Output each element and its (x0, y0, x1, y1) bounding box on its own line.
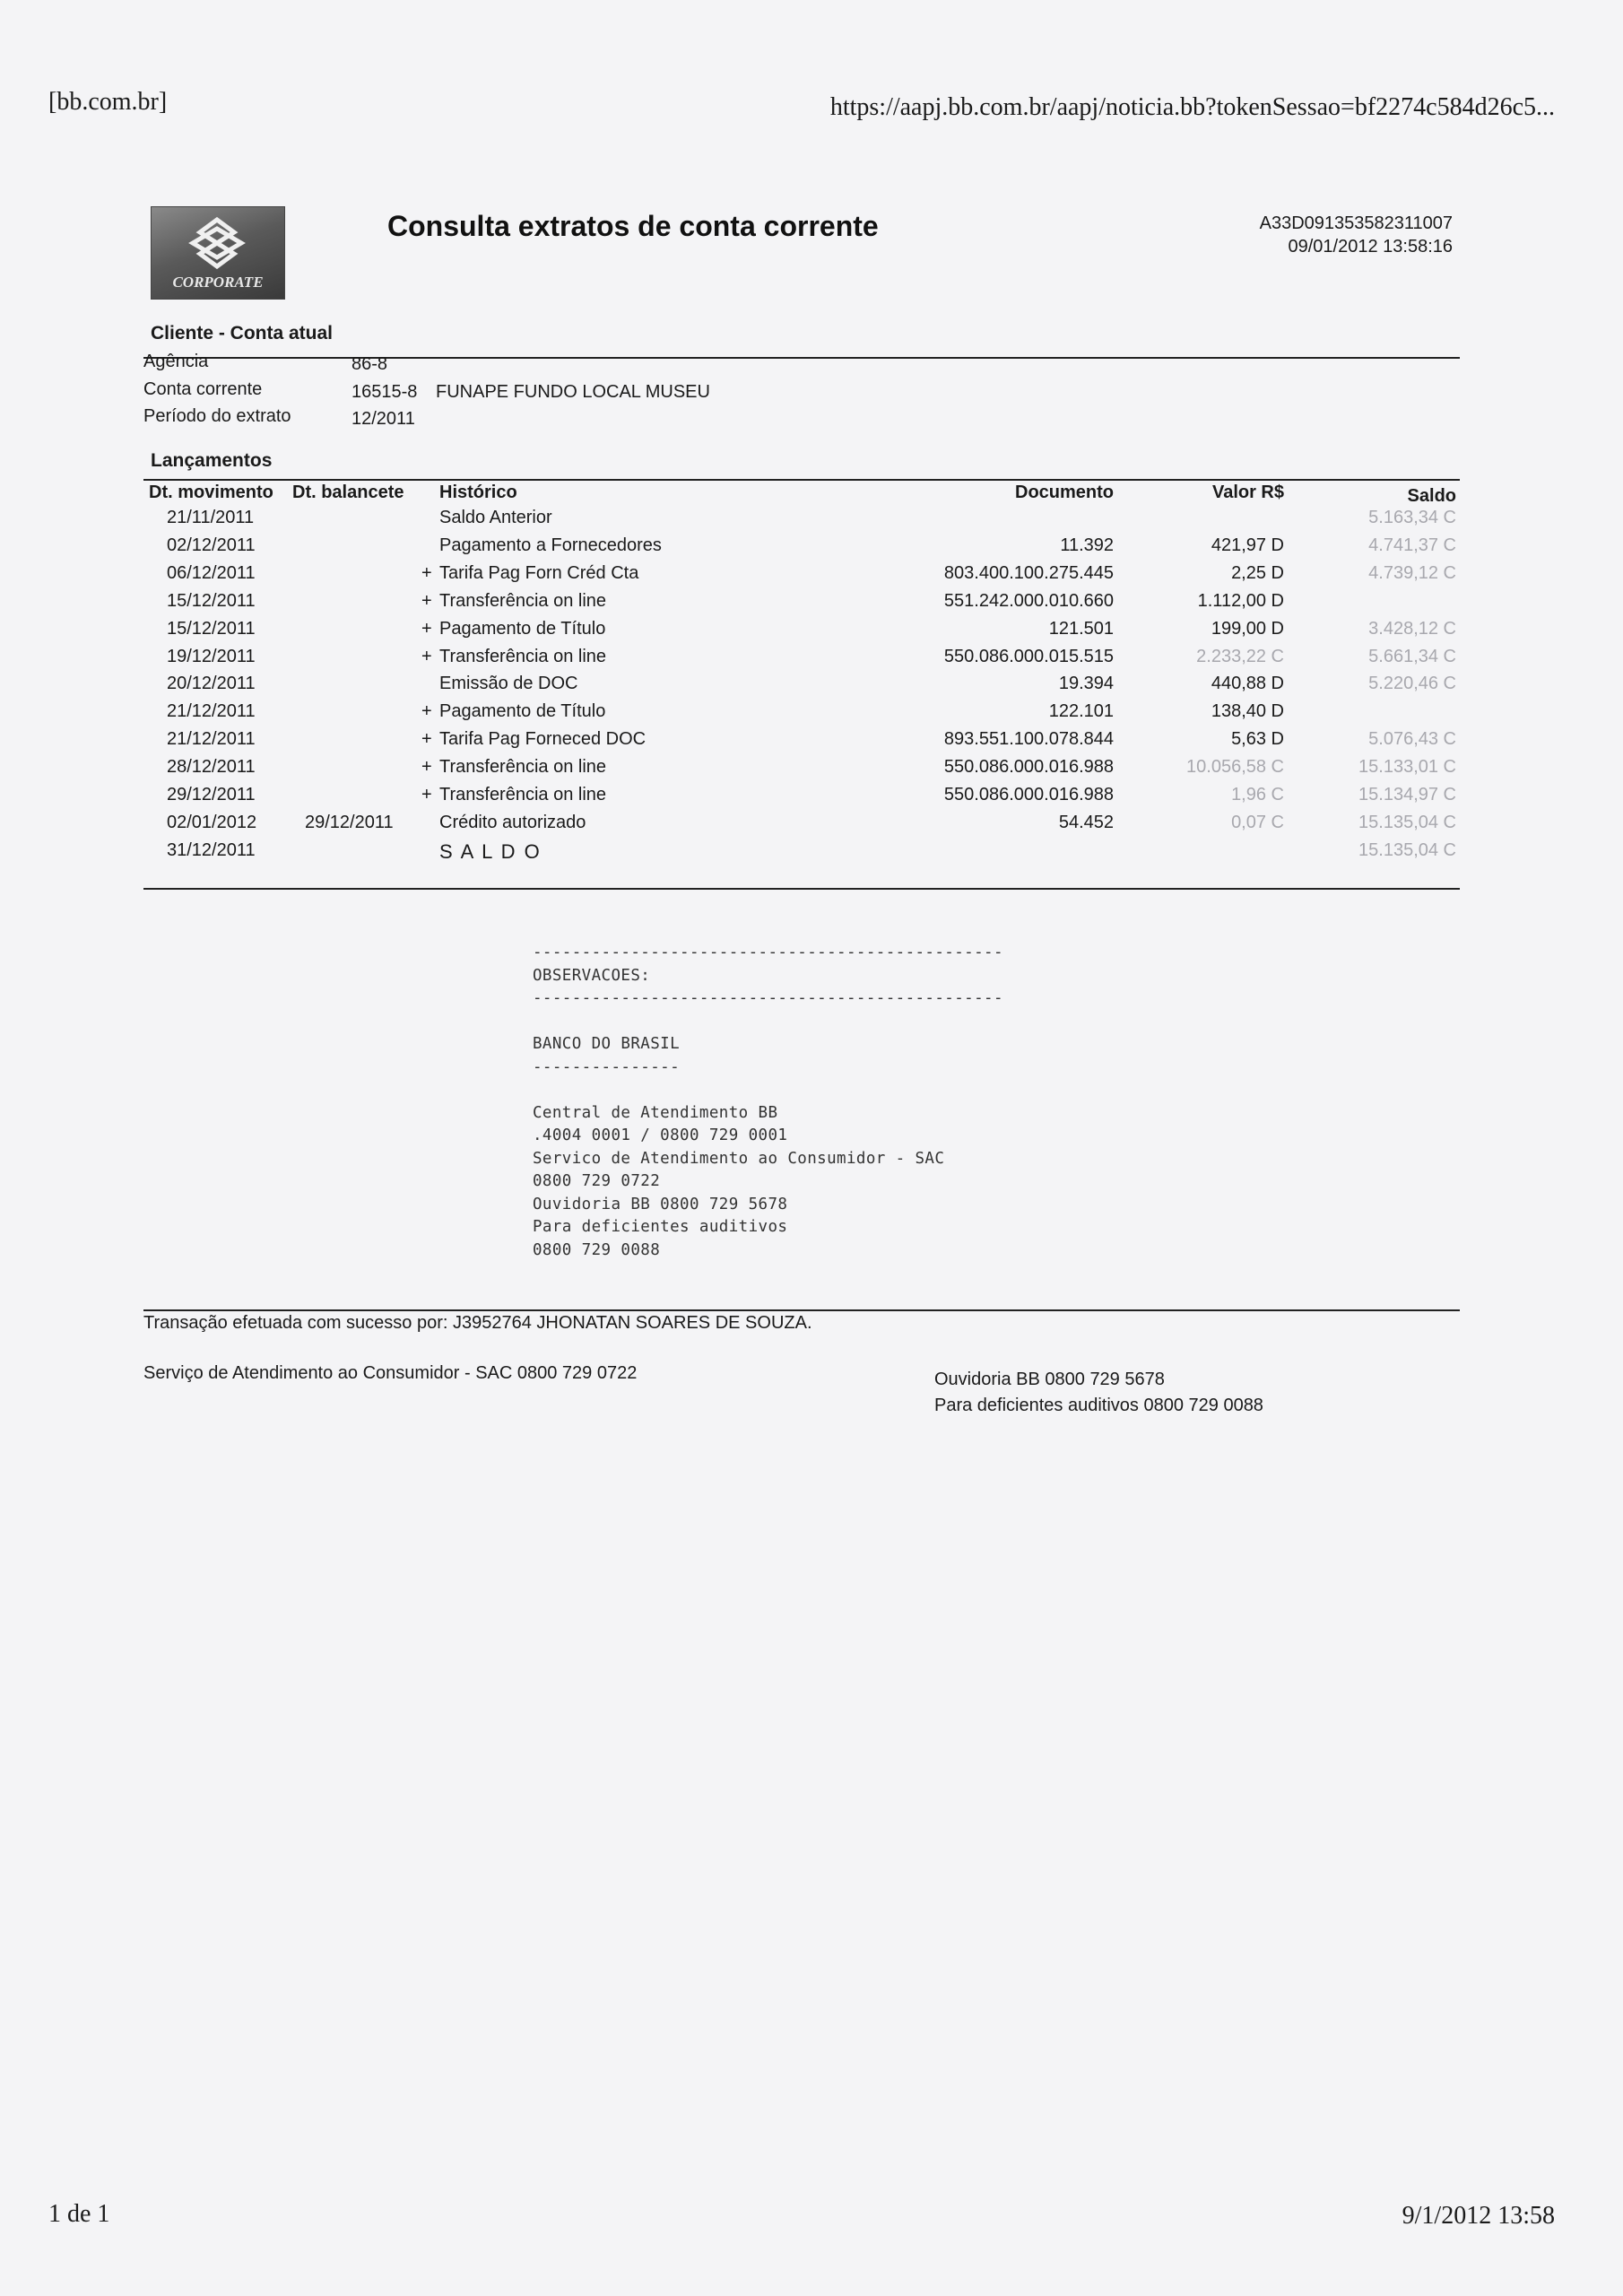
cell-documento: 803.400.100.275.445 (943, 562, 1114, 583)
cell-historico: Tarifa Pag Forn Créd Cta (439, 562, 639, 583)
periodo-value: 12/2011 (352, 409, 415, 429)
cell-sign: + (421, 757, 432, 778)
footer-divider (143, 1309, 1460, 1311)
observacoes-line (533, 1079, 1003, 1102)
conta-value: 16515-8 (352, 382, 418, 402)
conta-label: Conta corrente (143, 379, 263, 399)
col-header-dt-movimento: Dt. movimento (149, 483, 273, 502)
cell-saldo: 15.135,04 C (1358, 812, 1456, 832)
table-row (0, 535, 1623, 563)
cell-dt-movimento: 15/12/2011 (167, 590, 256, 611)
cell-historico: Tarifa Pag Forneced DOC (439, 729, 647, 750)
cell-historico: Transferência on line (439, 590, 607, 611)
cell-dt-movimento: 31/12/2011 (167, 839, 256, 860)
table-row (0, 757, 1623, 785)
col-header-documento: Documento (1015, 483, 1114, 502)
cell-valor: 199,00 D (1211, 618, 1284, 639)
observacoes-block (533, 942, 1003, 1262)
bank-logo (151, 206, 285, 300)
cell-saldo: 3.428,12 C (1368, 618, 1456, 639)
cell-valor: 2,25 D (1231, 562, 1284, 583)
lancamentos-divider (143, 479, 1460, 481)
cell-saldo: 15.135,04 C (1358, 839, 1456, 860)
cell-dt-movimento: 20/12/2011 (167, 674, 256, 694)
observacoes-line: ------------------------------------------------ (533, 944, 1003, 961)
cell-sign: + (421, 646, 432, 666)
cell-dt-movimento: 21/12/2011 (167, 701, 256, 722)
cell-documento: 550.086.000.015.515 (943, 646, 1114, 666)
observacoes-line: ------------------------------------------------ (533, 989, 1003, 1007)
cell-documento: 550.086.000.016.988 (943, 757, 1114, 778)
agencia-value: 86-8 (352, 354, 388, 374)
cell-valor: 138,40 D (1211, 701, 1284, 722)
ouvidoria-contact (934, 1367, 1263, 1419)
cell-historico: Transferência on line (439, 757, 607, 778)
site-label: [bb.com.br] (48, 88, 168, 116)
observacoes-line: 0800 729 0722 (533, 1172, 661, 1190)
cell-saldo: 5.163,34 C (1368, 508, 1456, 527)
cell-saldo: 15.133,01 C (1358, 757, 1456, 778)
cell-valor: 5,63 D (1231, 729, 1284, 750)
table-row (0, 674, 1623, 701)
cell-historico: Transferência on line (439, 646, 607, 666)
observacoes-line: OBSERVACOES: (533, 966, 651, 985)
cell-saldo: 5.076,43 C (1368, 729, 1456, 750)
statement-datetime: 09/01/2012 13:58:16 (1288, 237, 1453, 257)
conta-name: FUNAPE FUNDO LOCAL MUSEU (436, 382, 710, 402)
cell-dt-movimento: 02/12/2011 (167, 535, 256, 555)
cell-dt-movimento: 02/01/2012 (167, 812, 257, 832)
cell-dt-movimento: 21/11/2011 (167, 508, 255, 527)
page-count: 1 de 1 (48, 2200, 110, 2228)
cell-sign: + (421, 618, 432, 639)
statement-reference (1260, 212, 1453, 258)
cell-valor: 0,07 C (1231, 812, 1284, 832)
table-row (0, 840, 1623, 868)
cell-dt-balancete: 29/12/2011 (305, 812, 394, 832)
cell-valor: 10.056,58 C (1186, 757, 1284, 778)
cell-dt-movimento: 06/12/2011 (167, 562, 256, 583)
observacoes-line (533, 1011, 1003, 1034)
cell-dt-movimento: 19/12/2011 (167, 646, 256, 666)
cell-saldo: 4.741,37 C (1368, 535, 1456, 555)
table-row (0, 701, 1623, 729)
cell-saldo: 5.220,46 C (1368, 674, 1456, 694)
cell-documento: 122.101 (1048, 701, 1114, 722)
cell-sign: + (421, 701, 432, 722)
cell-documento: 11.392 (1060, 535, 1114, 555)
cell-valor: 1,96 C (1231, 785, 1284, 804)
periodo-label: Período do extrato (143, 406, 291, 426)
cell-documento: 551.242.000.010.660 (943, 590, 1114, 611)
cell-valor: 421,97 D (1211, 535, 1284, 555)
table-row (0, 563, 1623, 591)
cell-valor: 2.233,22 C (1196, 646, 1284, 666)
table-row (0, 813, 1623, 840)
cell-dt-movimento: 29/12/2011 (167, 785, 256, 804)
cell-historico: Transferência on line (439, 785, 607, 804)
table-row (0, 729, 1623, 757)
transaction-note: Transação efetuada com sucesso por: J3952764 JHONATAN SOARES DE SOUZA. (143, 1313, 812, 1333)
cell-saldo: 4.739,12 C (1368, 562, 1456, 583)
table-row (0, 647, 1623, 674)
col-header-valor: Valor R$ (1211, 483, 1284, 502)
client-section-title: Cliente - Conta atual (151, 323, 334, 344)
cell-historico: Saldo Anterior (439, 508, 552, 527)
observacoes-line: 0800 729 0088 (533, 1240, 661, 1259)
banco-do-brasil-logo-icon (187, 216, 247, 270)
sac-contact: Serviço de Atendimento ao Consumidor - SAC 0800 729 0722 (143, 1363, 638, 1383)
observacoes-lines (533, 942, 1003, 1262)
observacoes-line: .4004 0001 / 0800 729 0001 (533, 1126, 788, 1144)
cell-documento: 54.452 (1058, 812, 1114, 832)
col-header-dt-balancete: Dt. balancete (292, 483, 404, 502)
statement-code: A33D091353582311007 (1259, 213, 1453, 233)
cell-historico: Pagamento de Título (439, 701, 606, 722)
table-row (0, 591, 1623, 619)
cell-dt-movimento: 21/12/2011 (167, 729, 256, 750)
observacoes-line: Ouvidoria BB 0800 729 5678 (533, 1195, 788, 1213)
observacoes-line: BANCO DO BRASIL (533, 1035, 681, 1053)
client-divider (143, 357, 1460, 359)
agencia-label: Agência (143, 352, 209, 371)
cell-documento: 550.086.000.016.988 (943, 785, 1114, 804)
print-datetime: 9/1/2012 13:58 (1402, 2202, 1555, 2230)
cell-sign: + (421, 729, 432, 750)
cell-saldo: 5.661,34 C (1368, 646, 1456, 666)
cell-historico: S A L D O (439, 839, 542, 863)
lancamentos-section-title: Lançamentos (151, 450, 273, 471)
page-title: Consulta extratos de conta corrente (387, 210, 879, 242)
ouvidoria-phone: Ouvidoria BB 0800 729 5678 (934, 1370, 1165, 1389)
cell-saldo: 15.134,97 C (1358, 785, 1456, 804)
cell-sign: + (421, 590, 432, 611)
page-url: https://aapj.bb.com.br/aapj/noticia.bb?tokenSessao=bf2274c584d26c5... (829, 93, 1555, 121)
observacoes-line: Central de Atendimento BB (533, 1103, 778, 1122)
deficientes-phone: Para deficientes auditivos 0800 729 0088 (934, 1396, 1263, 1415)
col-header-saldo: Saldo (1407, 486, 1456, 506)
cell-valor: 1.112,00 D (1197, 590, 1284, 611)
table-row (0, 785, 1623, 813)
cell-valor: 440,88 D (1211, 674, 1284, 694)
observacoes-line: Servico de Atendimento ao Consumidor - SAC (533, 1149, 945, 1168)
observacoes-line: Para deficientes auditivos (533, 1218, 788, 1236)
cell-historico: Pagamento a Fornecedores (439, 535, 662, 555)
col-header-historico: Histórico (439, 483, 517, 502)
table-row (0, 619, 1623, 647)
logo-text: CORPORATE (172, 274, 264, 291)
cell-documento: 19.394 (1058, 674, 1114, 694)
cell-documento: 893.551.100.078.844 (943, 729, 1114, 750)
cell-historico: Pagamento de Título (439, 618, 606, 639)
cell-documento: 121.501 (1048, 618, 1114, 639)
table-row (0, 508, 1623, 535)
observacoes-line: --------------- (533, 1057, 681, 1076)
cell-dt-movimento: 15/12/2011 (167, 618, 256, 639)
cell-dt-movimento: 28/12/2011 (167, 757, 256, 778)
cell-sign: + (421, 785, 432, 804)
table-bottom-divider (143, 888, 1460, 890)
cell-historico: Emissão de DOC (439, 674, 578, 694)
cell-sign: + (421, 562, 432, 583)
cell-historico: Crédito autorizado (439, 812, 586, 832)
